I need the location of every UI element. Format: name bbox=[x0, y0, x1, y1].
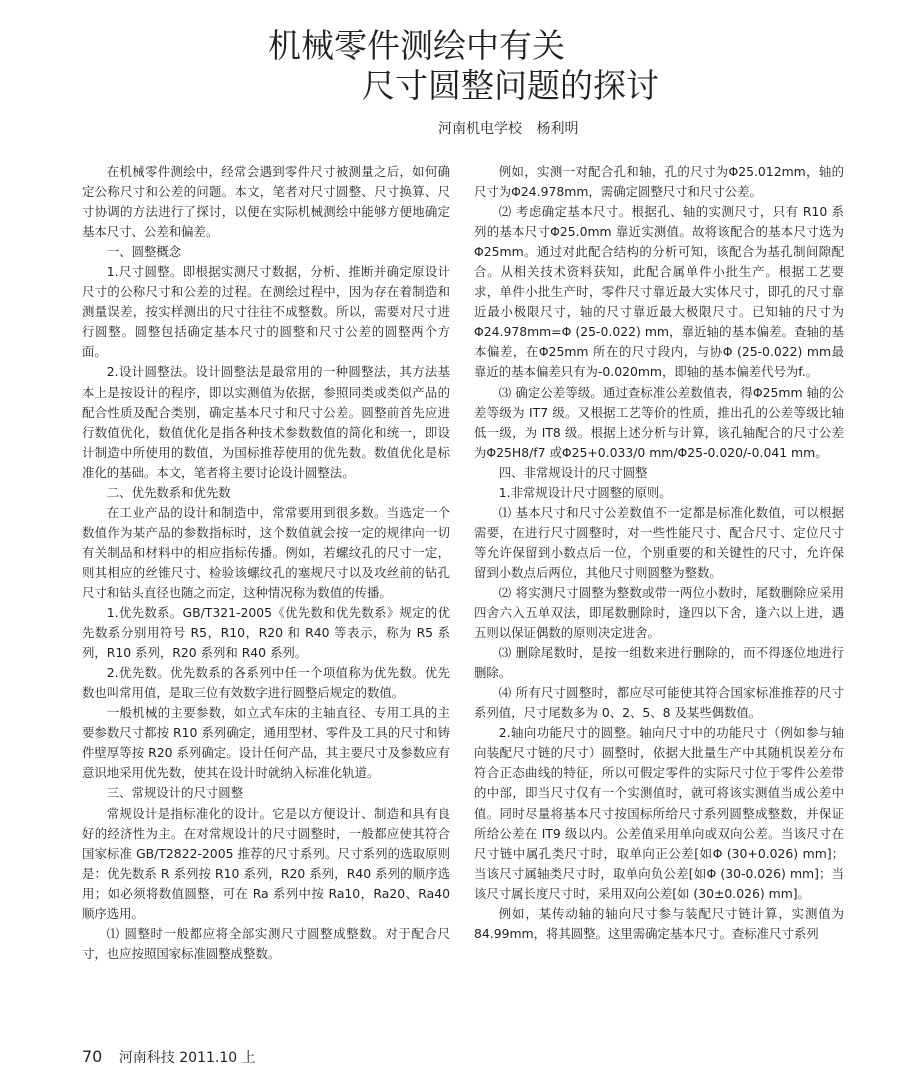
article-title-line-2: 尺寸圆整问题的探讨 bbox=[362, 66, 659, 105]
article-title-line-1: 机械零件测绘中有关 bbox=[268, 26, 565, 65]
page-number: 70 bbox=[82, 1047, 103, 1066]
paragraph: 一般机械的主要参数，如立式车床的主轴直径、专用工具的主要参数尺寸都按 R10 系列确定，通用型材、零件及工具的尺寸和铸件壁厚等按 R20 系列确定。设计任何产品，其主要尺寸及参数应有意识地采用优先数，使其在设计时就纳入标准化轨道。 bbox=[82, 705, 450, 781]
page-footer bbox=[82, 1047, 256, 1067]
paragraph: ⑶ 确定公差等级。通过查标准公差数值表，得Φ25mm 轴的公差等级为 IT7 级。又根据工艺等价的性质，推出孔的公差等级比轴低一级，为 IT8 级。根据上述分析与计算，该孔轴配合的尺寸公差为Φ25H8/f7 或Φ25+0.033/0 mm/Φ25-0.020/-0.041 mm。 bbox=[474, 384, 844, 460]
paragraph: 例如，某传动轴的轴向尺寸参与装配尺寸链计算，实测值为 84.99mm，将其圆整。这里需确定基本尺寸。查标准尺寸系列 bbox=[474, 905, 844, 941]
paragraph: 2.设计圆整法。设计圆整法是最常用的一种圆整法，其方法基本上是按设计的程序，即以实测值为依据，参照同类或类似产品的配合性质及配合类别，确定基本尺寸和尺寸公差。圆整前首先应进行数值优化，数值优化是指各种技术参数数值的简化和统一，即设计制造中所使用的数值，为国标推荐使用的优先数。数值优化是标准化的基础。本文，笔者将主要讨论设计圆整法。 bbox=[82, 364, 450, 480]
paragraph: 2.优先数。优先数系的各系列中任一个项值称为优先数。优先数也叫常用值，是取三位有效数字进行圆整后规定的数值。 bbox=[82, 665, 450, 701]
left-column bbox=[82, 162, 450, 964]
paragraph: ⑵ 考虑确定基本尺寸。根据孔、轴的实测尺寸，只有 R10 系列的基本尺寸Φ25.0mm 靠近实测值。故将该配合的基本尺寸选为Φ25mm。通过对此配合结构的分析可知，该配合为基孔制间隙配合。从相关技术资料获知，此配合属单件小批生产。根据工艺要求，单件小批生产时，零件尺寸靠近最大实体尺寸，即孔的尺寸靠近最小极限尺寸，轴的尺寸靠近最大极限尺寸。已知轴的尺寸为Φ24.978mm=Φ (25-0.022) mm，靠近轴的基本偏差。查轴的基本偏差，在Φ25mm 所在的尺寸段内，与协Φ (25-0.022) mm最靠近的基本偏差只有为-0.020mm，即轴的基本偏差代号为f.。 bbox=[474, 204, 844, 380]
section-heading: 二、优先数系和优先数 bbox=[106, 484, 231, 500]
paragraph: ⑶ 删除尾数时，是按一组数来进行删除的，而不得逐位地进行删除。 bbox=[474, 645, 844, 681]
section-heading: 四、非常规设计的尺寸圆整 bbox=[498, 464, 648, 480]
section-heading: 一、圆整概念 bbox=[106, 244, 182, 260]
paragraph: ⑴ 圆整时一般都应将全部实测尺寸圆整成整数。对于配合尺寸，也应按照国家标准圆整成整数。 bbox=[82, 925, 450, 961]
paragraph: 在机械零件测绘中，经常会遇到零件尺寸被测量之后，如何确定公称尺寸和公差的问题。本文，笔者对尺寸圆整、尺寸换算、尺寸协调的方法进行了探讨，以便在实际机械测绘中能够方便地确定基本尺寸、公差和偏差。 bbox=[82, 164, 450, 240]
byline bbox=[438, 118, 578, 138]
paragraph: 在工业产品的设计和制造中，常常要用到很多数。当选定一个数值作为某产品的参数指标时，这个数值就会按一定的规律向一切有关制品和材料中的相应指标传播。例如，若螺纹孔的尺寸一定，则其相应的丝锥尺寸、检验该螺纹孔的塞规尺寸以及攻丝前的钻孔尺寸和钻头直径也随之而定，这种情况称为数值的传播。 bbox=[82, 504, 450, 600]
paragraph: ⑵ 将实测尺寸圆整为整数或带一两位小数时，尾数删除应采用四舍六入五单双法，即尾数删除时，逢四以下舍，逢六以上进，遇五则以保证偶数的原则决定进舍。 bbox=[474, 584, 844, 641]
paragraph: 1.非常规设计尺寸圆整的原则。 bbox=[498, 484, 672, 500]
paragraph: ⑴ 基本尺寸和尺寸公差数值不一定都是标准化数值，可以根据需要，在进行尺寸圆整时，对一些性能尺寸、配合尺寸、定位尺寸等允许保留到小数点后一位，个别重要的和关键性的尺寸，允许保留到小数点后两位，其他尺寸则圆整为整数。 bbox=[474, 504, 844, 580]
paragraph: 常规设计是指标准化的设计。它是以方便设计、制造和具有良好的经济性为主。在对常规设计的尺寸圆整时，一般都应使其符合国家标准 GB/T2822-2005 推荐的尺寸系列。尺寸系列的选取原则是：优先数系 R 系列按 R10 系列，R20 系列，R40 系列的顺序选用；如必须将数值圆整，可在 Ra 系列中按 Ra10，Ra20、Ra40 顺序选用。 bbox=[82, 805, 450, 921]
author-name: 杨利明 bbox=[536, 121, 579, 137]
paragraph: ⑷ 所有尺寸圆整时，都应尽可能使其符合国家标准推荐的尺寸系列值，尺寸尾数多为 0、2、5、8 及某些偶数值。 bbox=[474, 685, 844, 721]
section-heading: 三、常规设计的尺寸圆整 bbox=[106, 785, 244, 801]
paragraph: 1.尺寸圆整。即根据实测尺寸数据，分析、推断并确定原设计尺寸的公称尺寸和公差的过程。在测绘过程中，因为存在着制造和测量误差，按实样测出的尺寸往往不成整数。所以，需要对尺寸进行圆整。圆整包括确定基本尺寸的圆整和尺寸公差的圆整两个方面。 bbox=[82, 264, 450, 360]
paragraph: 例如，实测一对配合孔和轴，孔的尺寸为Φ25.012mm，轴的尺寸为Φ24.978mm，需确定圆整尺寸和尺寸公差。 bbox=[474, 164, 844, 200]
right-column bbox=[474, 162, 844, 944]
author-affiliation: 河南机电学校 bbox=[438, 121, 522, 137]
paragraph: 2.轴向功能尺寸的圆整。轴向尺寸中的功能尺寸（例如参与轴向装配尺寸链的尺寸）圆整时，依据大批量生产中其随机误差分布符合正态曲线的特征，所以可假定零件的实际尺寸位于零件公差带的中部，即当尺寸仅有一个实测值时，就可将该实测值当成公差中值。同时尽量将基本尺寸按国标所给尺寸系列圆整成整数，并保证所给公差在 IT9 级以内。公差值采用单向或双向公差。当该尺寸在尺寸链中属孔类尺寸时，取单向正公差[如Φ (30+0.026) mm]；当该尺寸属轴类尺寸时，取单向负公差[如Φ (30-0.026) mm]；当该尺寸属长度尺寸时，采用双向公差[如 (30±0.026) mm]。 bbox=[474, 725, 844, 901]
paragraph: 1.优先数系。GB/T321-2005《优先数和优先数系》规定的优先数系分别用符号 R5，R10，R20 和 R40 等表示，称为 R5 系列，R10 系列，R20 系列和 R40 系列。 bbox=[82, 605, 450, 661]
journal-issue: 河南科技 2011.10 上 bbox=[118, 1050, 256, 1066]
